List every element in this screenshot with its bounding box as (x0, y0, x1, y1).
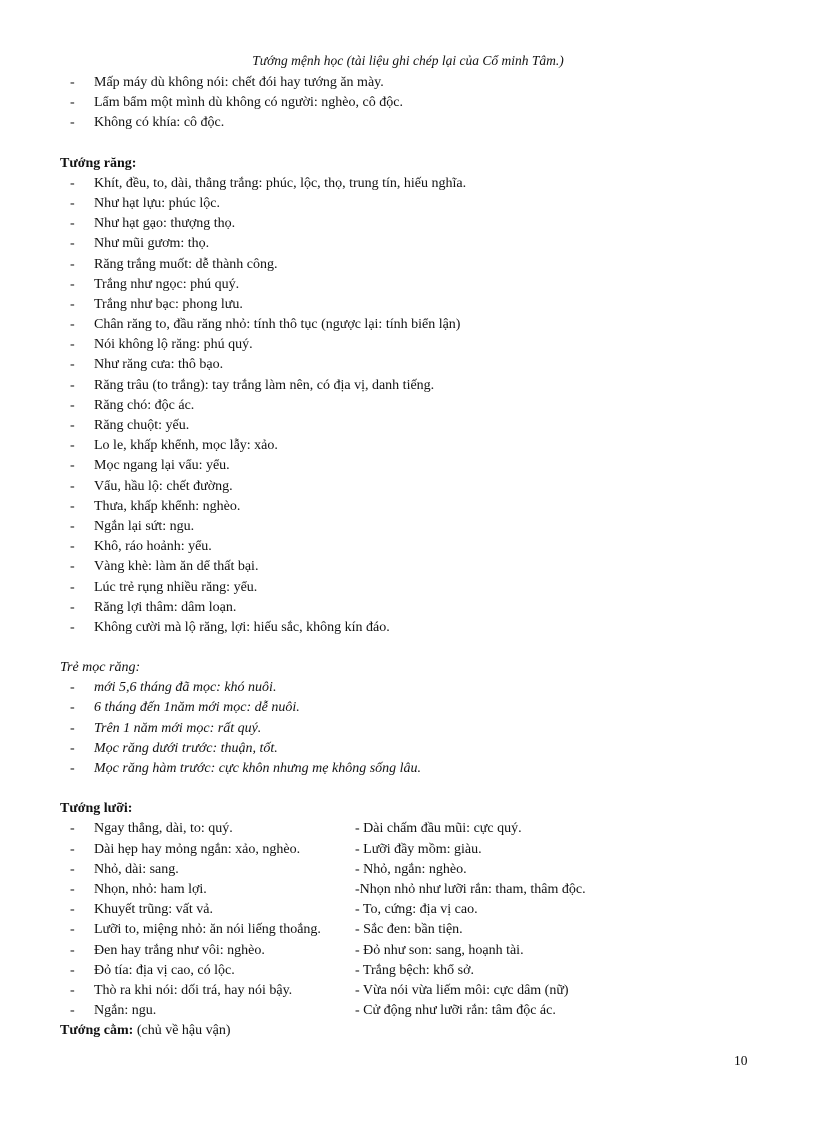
table-row: - Lưỡi to, miệng nhỏ: ăn nói liếng thoắng. - Sắc đen: bần tiện. (70, 922, 463, 938)
list-item: - Như hạt lựu: phúc lộc. (70, 195, 220, 211)
list-item: - Như hạt gạo: thượng thọ. (70, 216, 236, 232)
list-item: - Răng lợi thâm: dâm loạn. (70, 599, 237, 615)
list-item: - Ngắn lại sứt: ngu. (70, 518, 195, 534)
page-number: 10 (734, 1053, 748, 1068)
list-item: - Mọc răng dưới trước: thuận, tốt. (70, 740, 278, 756)
chin-note: (chủ về hậu vận) (136, 1023, 231, 1039)
tongue-heading: Tướng lưỡi: (60, 801, 133, 817)
table-row: - Ngắn: ngu. - Cử động như lưỡi rắn: tâm độc ác. (70, 1003, 556, 1019)
table-row: - Khuyết trũng: vất vả. - To, cứng: địa vị cao. (70, 902, 478, 918)
list-item: - Không cười mà lộ răng, lợi: hiếu sắc, không kín đáo. (70, 619, 390, 635)
tongue-section (60, 799, 760, 1021)
list-item: - Trắng như bạc: phong lưu. (70, 296, 243, 312)
list-item: - Vàng khè: làm ăn dể thất bại. (70, 559, 259, 575)
intro-list (60, 73, 760, 134)
list-item: - Thưa, khấp khểnh: nghèo. (70, 498, 241, 514)
list-item: - mới 5,6 tháng đã mọc: khó nuôi. (70, 680, 277, 696)
list-item: - Như mũi gươm: thọ. (70, 236, 210, 252)
list-item: - Lúc trẻ rụng nhiều răng: yểu. (70, 579, 258, 595)
child-teeth-section (60, 658, 760, 779)
table-row: - Nhỏ, dài: sang. - Nhỏ, ngắn: nghèo. (70, 861, 467, 877)
table-row: - Dài hẹp hay mỏng ngắn: xảo, nghèo. - Lưỡi đầy mồm: giàu. (70, 841, 482, 857)
child-teeth-heading: Trẻ mọc răng: (60, 660, 141, 676)
chin-heading: Tướng cằm: (60, 1023, 134, 1039)
list-item: - Mọc răng hàm trước: cực khôn nhưng mẹ không sống lâu. (70, 761, 422, 776)
table-row: - Đỏ tía: địa vị cao, có lộc. - Trắng bệch: khổ sở. (70, 962, 475, 978)
list-item: - Lo le, khấp khểnh, mọc lẫy: xảo. (70, 438, 278, 454)
list-item: - Răng trắng muốt: dễ thành công. (70, 256, 278, 272)
teeth-section (60, 154, 760, 639)
list-item: - Trắng như ngọc: phú quý. (70, 276, 240, 292)
table-row: - Thò ra khi nói: dối trá, hay nói bậy. - Vừa nói vừa liếm môi: cực dâm (nữ) (70, 982, 569, 998)
list-item: - Lẩm bẩm một mình dù không có người: nghèo, cô độc. (70, 95, 403, 111)
list-item: - Khít, đều, to, dài, thẳng trắng: phúc, lộc, thọ, trung tín, hiếu nghĩa. (70, 175, 467, 191)
list-item: - Mấp máy dù không nói: chết đói hay tướng ăn mày. (70, 75, 384, 90)
list-item: - Mọc ngang lại vẩu: yểu. (70, 458, 230, 474)
list-item: - Không có khía: cô độc. (70, 115, 225, 131)
table-row: - Ngay thẳng, dài, to: quý. - Dài chấm đầu mũi: cực quý. (70, 821, 522, 837)
page-header: Tướng mệnh học (tài liệu ghi chép lại của Cổ minh Tâm.) (252, 53, 564, 68)
table-row: - Đen hay trắng như vôi: nghèo. - Đỏ như son: sang, hoạnh tài. (70, 942, 524, 958)
list-item: - Răng chuột: yếu. (70, 418, 190, 433)
teeth-heading: Tướng răng: (60, 155, 137, 171)
list-item: - Răng chó: độc ác. (70, 397, 195, 413)
document-body (60, 73, 760, 1041)
table-row: - Nhọn, nhỏ: ham lợi. -Nhọn nhỏ như lưỡi rắn: tham, thâm độc. (70, 881, 586, 897)
list-item: - Chân răng to, đầu răng nhỏ: tính thô tục (ngược lại: tính biển lận) (70, 317, 461, 333)
list-item: - Nói không lộ răng: phú quý. (70, 337, 253, 353)
list-item: - Như răng cưa: thô bạo. (70, 357, 224, 373)
chin-section (60, 1021, 760, 1041)
list-item: - Vẩu, hầu lộ: chết đường. (70, 478, 233, 494)
list-item: - Trên 1 năm mới mọc: rất quý. (70, 720, 262, 736)
list-item: - Răng trâu (to trắng): tay trắng làm nên, có địa vị, danh tiếng. (70, 377, 435, 393)
list-item: - 6 tháng đến 1năm mới mọc: dễ nuôi. (70, 700, 300, 716)
list-item: - Khô, ráo hoảnh: yểu. (70, 539, 212, 555)
